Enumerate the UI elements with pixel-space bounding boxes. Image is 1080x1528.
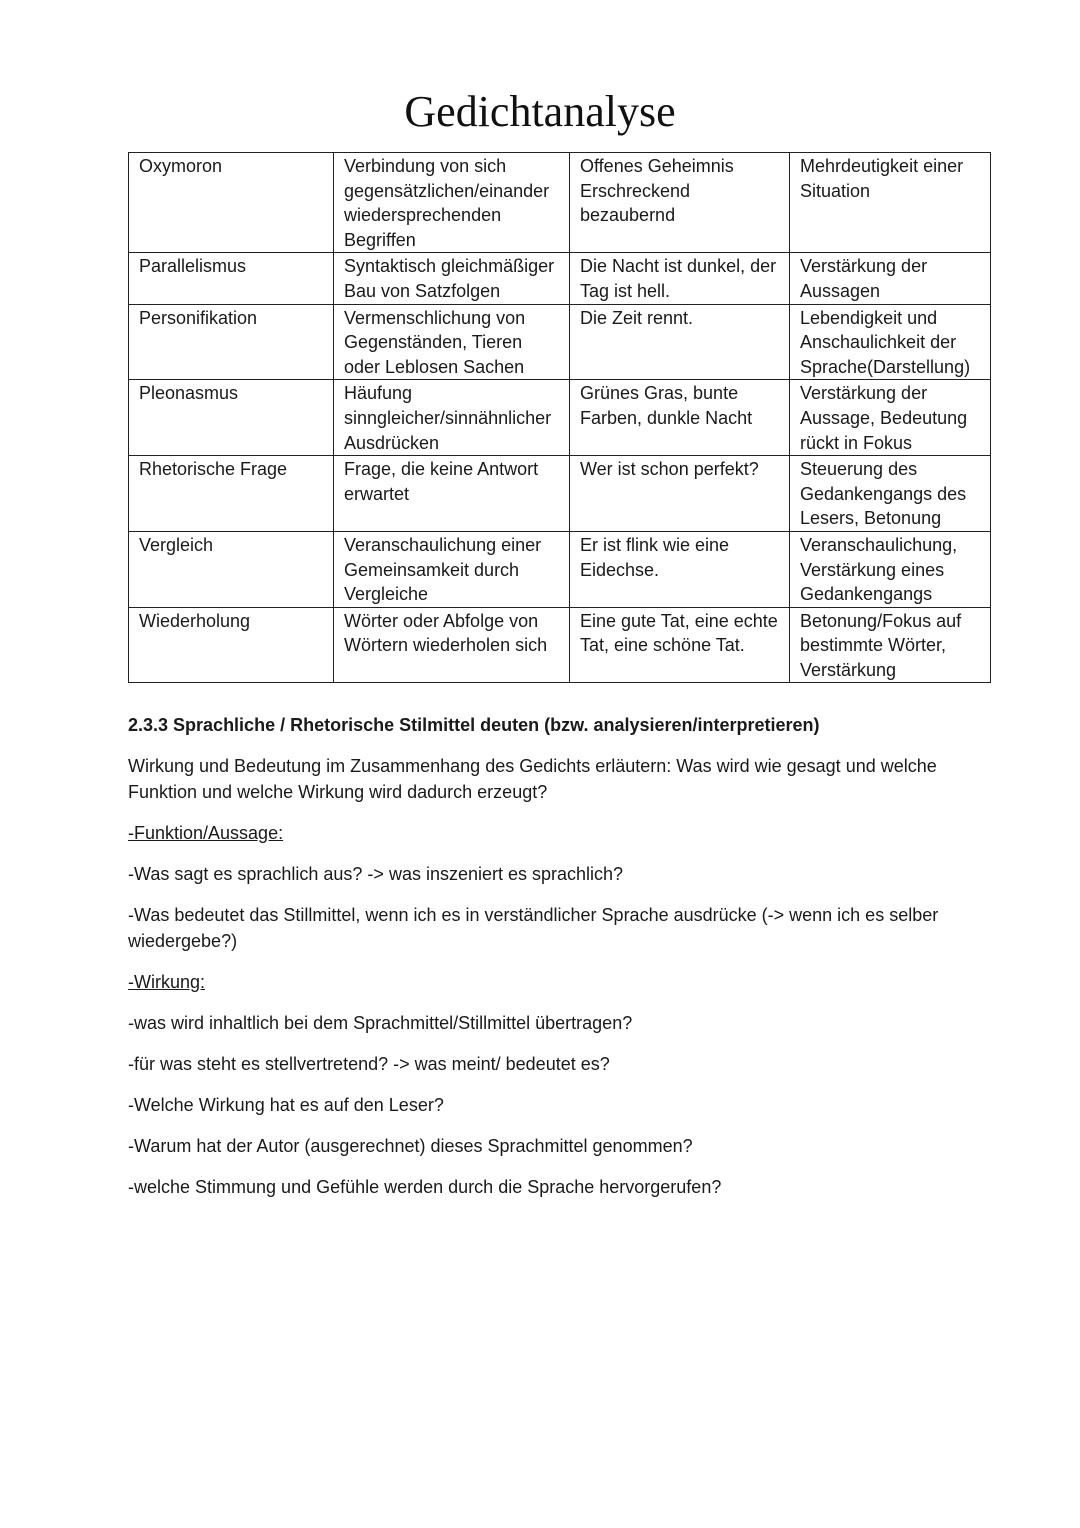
- table-cell-effect: Betonung/Fokus auf bestimmte Wörter, Verstärkung: [790, 607, 991, 683]
- effect-question: -Welche Wirkung hat es auf den Leser?: [128, 1095, 444, 1115]
- table-cell-term: Oxymoron: [129, 153, 334, 253]
- table-cell-example: Eine gute Tat, eine echte Tat, eine schöne Tat.: [570, 607, 790, 683]
- table-row: [129, 304, 991, 380]
- table-cell-effect: Verstärkung der Aussagen: [790, 253, 991, 304]
- table-cell-definition: Vermenschlichung von Gegenständen, Tieren oder Leblosen Sachen: [334, 304, 570, 380]
- table-cell-example: Er ist flink wie eine Eidechse.: [570, 531, 790, 607]
- table-cell-effect: Lebendigkeit und Anschaulichkeit der Sprache(Darstellung): [790, 304, 991, 380]
- table-cell-example: Grünes Gras, bunte Farben, dunkle Nacht: [570, 380, 790, 456]
- function-heading-text: -Funktion/Aussage:: [128, 823, 284, 843]
- table-row: [129, 253, 991, 304]
- stilmittel-table: [128, 152, 991, 683]
- effect-question: -für was steht es stellvertretend? -> was meint/ bedeutet es?: [128, 1054, 610, 1074]
- table-cell-definition: Syntaktisch gleichmäßiger Bau von Satzfolgen: [334, 253, 570, 304]
- table-cell-example: Wer ist schon perfekt?: [570, 456, 790, 532]
- function-heading: [128, 820, 978, 846]
- table-cell-term: Rhetorische Frage: [129, 456, 334, 532]
- table-row: [129, 607, 991, 683]
- table-row: [129, 153, 991, 253]
- table-row: [129, 456, 991, 532]
- table-cell-term: Vergleich: [129, 531, 334, 607]
- table-cell-definition: Veranschaulichung einer Gemeinsamkeit durch Vergleiche: [334, 531, 570, 607]
- table-row: [129, 380, 991, 456]
- interpretation-section: [128, 712, 978, 1215]
- effect-question: -welche Stimmung und Gefühle werden durch die Sprache hervorgerufen?: [128, 1177, 722, 1197]
- table-cell-effect: Mehrdeutigkeit einer Situation: [790, 153, 991, 253]
- table-cell-term: Parallelismus: [129, 253, 334, 304]
- table-cell-term: Personifikation: [129, 304, 334, 380]
- table-cell-example: Offenes Geheimnis Erschreckend bezaubernd: [570, 153, 790, 253]
- section-heading: 2.3.3 Sprachliche / Rhetorische Stilmittel deuten (bzw. analysieren/interpretieren): [128, 715, 820, 735]
- section-intro: Wirkung und Bedeutung im Zusammenhang des Gedichts erläutern: Was wird wie gesagt und welche Funktion und welche Wirkung wird dadurch erzeugt?: [128, 756, 937, 802]
- effect-question: -was wird inhaltlich bei dem Sprachmittel/Stillmittel übertragen?: [128, 1013, 633, 1033]
- table-cell-definition: Verbindung von sich gegensätzlichen/einander wiedersprechenden Begriffen: [334, 153, 570, 253]
- effect-question: -Warum hat der Autor (ausgerechnet) dieses Sprachmittel genommen?: [128, 1136, 693, 1156]
- function-question: -Was bedeutet das Stillmittel, wenn ich es in verständlicher Sprache ausdrücke (-> wenn ich es selber wiedergebe?): [128, 905, 939, 951]
- table-cell-example: Die Zeit rennt.: [570, 304, 790, 380]
- effect-heading-text: -Wirkung:: [128, 972, 206, 992]
- table-cell-definition: Frage, die keine Antwort erwartet: [334, 456, 570, 532]
- table-cell-example: Die Nacht ist dunkel, der Tag ist hell.: [570, 253, 790, 304]
- table-cell-effect: Steuerung des Gedankengangs des Lesers, Betonung: [790, 456, 991, 532]
- table-cell-definition: Wörter oder Abfolge von Wörtern wiederholen sich: [334, 607, 570, 683]
- table-cell-effect: Verstärkung der Aussage, Bedeutung rückt in Fokus: [790, 380, 991, 456]
- function-question: -Was sagt es sprachlich aus? -> was inszeniert es sprachlich?: [128, 864, 624, 884]
- table-cell-definition: Häufung sinngleicher/sinnähnlicher Ausdrücken: [334, 380, 570, 456]
- page-title: Gedichtanalyse: [404, 87, 676, 136]
- table-cell-effect: Veranschaulichung, Verstärkung eines Gedankengangs: [790, 531, 991, 607]
- table-cell-term: Wiederholung: [129, 607, 334, 683]
- table-row: [129, 531, 991, 607]
- table-cell-term: Pleonasmus: [129, 380, 334, 456]
- effect-heading: [128, 969, 978, 995]
